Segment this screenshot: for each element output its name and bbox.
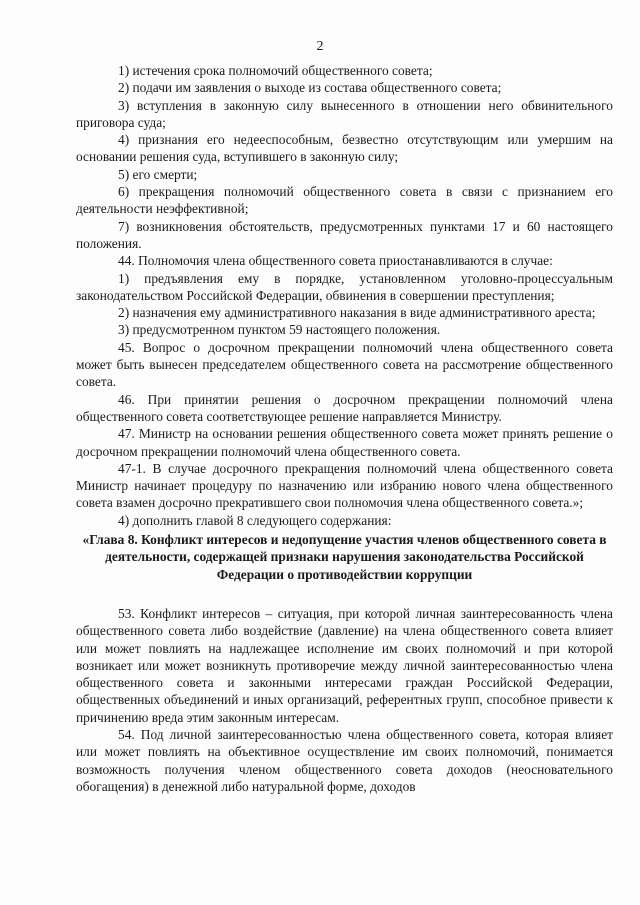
clause-44-item-1: 1) предъявления ему в порядке, установленном уголовно-процессуальным законодательством Российской Федерации, обвинения в совершении преступления; [76, 270, 613, 303]
amendment-item-4: 4) дополнить главой 8 следующего содержания: [118, 512, 392, 528]
clause-45: 45. Вопрос о досрочном прекращении полномочий члена общественного совета может быть вынесен председателем общественного совета на рассмотрение общественного совета. [76, 339, 613, 390]
item-6-council-termination: 6) прекращения полномочий общественного совета в связи с признанием его деятельности неэффективной; [76, 184, 613, 217]
chapter-8-heading: «Глава 8. Конфликт интересов и недопущение участия членов общественного совета в деятельности, содержащей признаки нарушения законодательства Российской Федерации о противодействии коррупции [82, 532, 607, 582]
item-7-circumstances: 7) возникновения обстоятельств, предусмотренных пунктами 17 и 60 настоящего положения. [76, 218, 613, 251]
clause-44-item-2: 2) назначения ему административного наказания в виде административного ареста; [118, 305, 596, 321]
clause-44: 44. Полномочия члена общественного совета приостанавливаются в случае: [118, 253, 553, 269]
section-spacer [76, 583, 613, 605]
clause-54: 54. Под личной заинтересованностью члена общественного совета, которая влияет или может повлиять на объективное осуществление им своих полномочий, понимается возможность получения членом общественного совета доходов (неосновательного обогащения) в денежной либо натуральной форме, доходов [76, 726, 613, 794]
item-5-death: 5) его смерти; [118, 166, 198, 182]
item-2-resignation: 2) подачи им заявления о выходе из состава общественного совета; [118, 80, 502, 96]
item-3-conviction: 3) вступления в законную силу вынесенного в отношении него обвинительного приговора суда; [76, 97, 613, 130]
clause-47: 47. Министр на основании решения общественного совета может принять решение о досрочном прекращении полномочий члена общественного совета. [76, 426, 613, 459]
clause-44-item-3: 3) предусмотренном пунктом 59 настоящего положения. [118, 322, 441, 338]
clause-53: 53. Конфликт интересов – ситуация, при которой личная заинтересованность члена общественного совета либо воздействие (давление) на члена общественного совета влияет или может повлиять на надлежащее исполнение им своих полномочий и при которой возникает или может возникнуть противоречие между личной заинтересованностью члена общественного совета и законными интересами граждан Российской Федерации, общественных объединений и иных организаций, референтных групп, способное привести к причинению вреда этим законным интересам. [76, 605, 613, 725]
item-4-incapacity: 4) признания его недееспособным, безвестно отсутствующим или умершим на основании решения суда, вступившего в законную силу; [76, 132, 613, 165]
page-number: 2 [316, 39, 324, 54]
document-body [76, 62, 613, 795]
clause-46: 46. При принятии решения о досрочном прекращении полномочий члена общественного совета соответствующее решение направляется Министру. [76, 391, 613, 424]
item-1-term-expiry: 1) истечения срока полномочий общественного совета; [118, 63, 433, 78]
clause-47-1: 47-1. В случае досрочного прекращения полномочий члена общественного совета Министр начинает процедуру по назначению или избранию нового члена общественного совета взамен досрочно прекратившего свои полномочия члена общественного совета.»; [76, 460, 613, 511]
